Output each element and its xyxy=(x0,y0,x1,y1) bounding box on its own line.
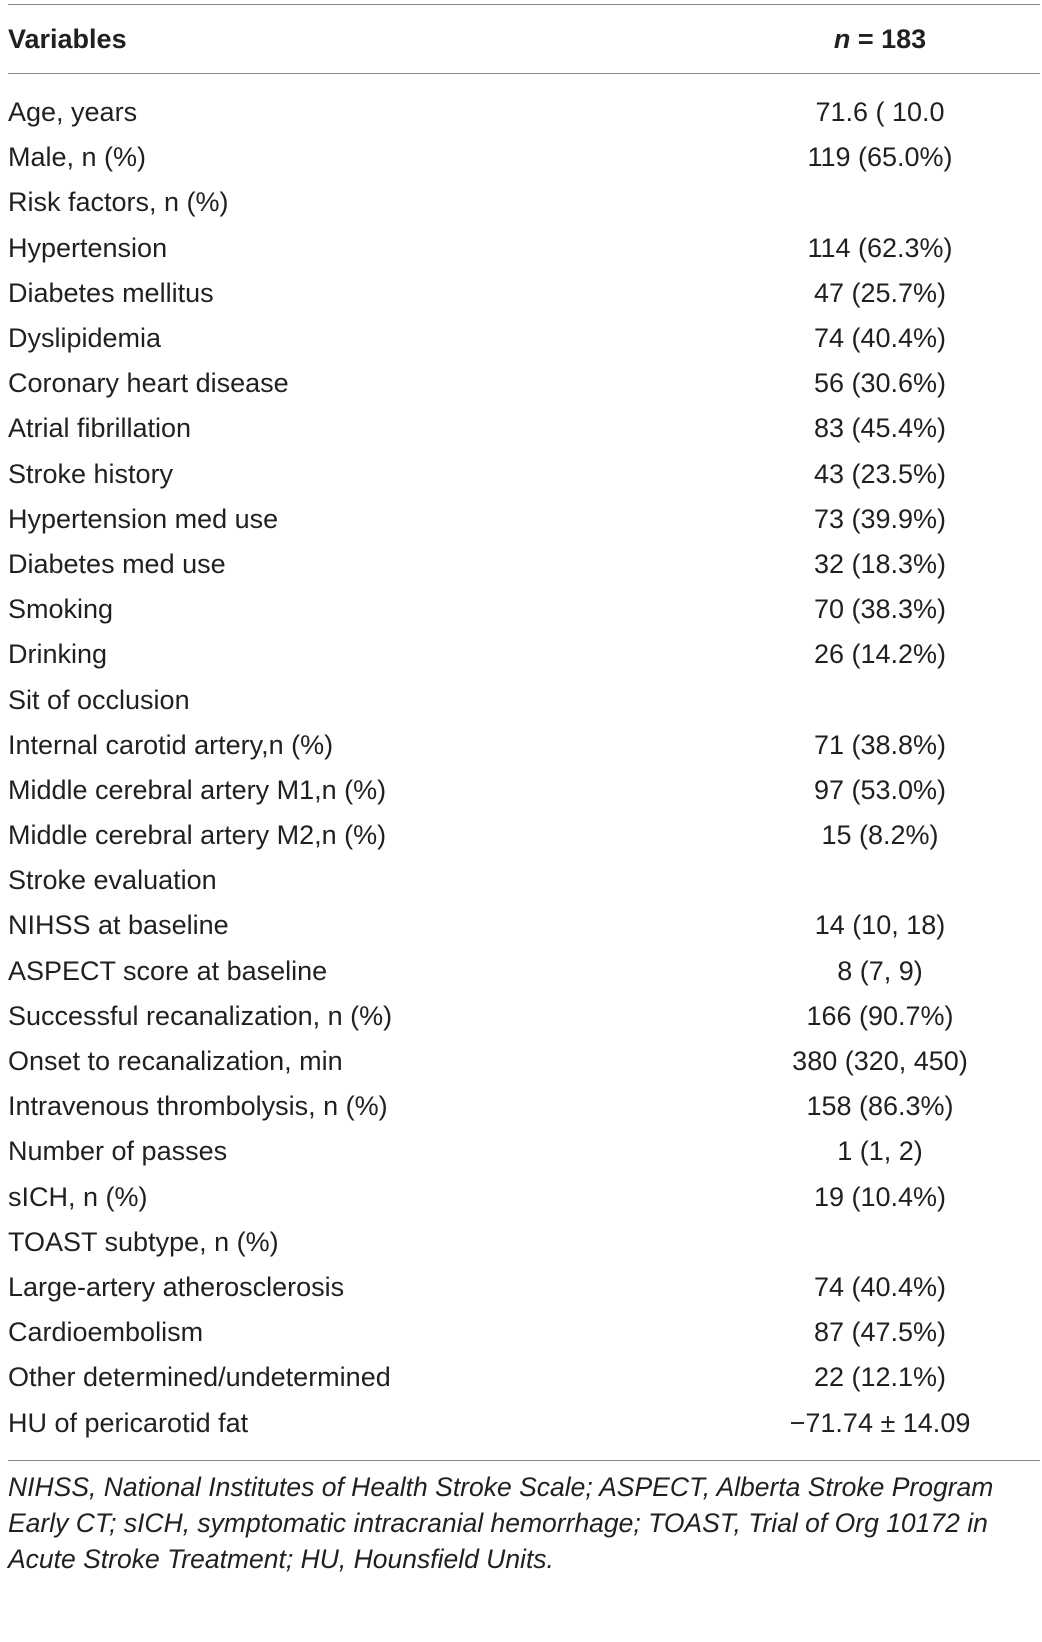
table-row xyxy=(8,316,1040,361)
row-value: 83 (45.4%) xyxy=(813,413,947,444)
row-label: Middle cerebral artery M1,n (%) xyxy=(8,774,387,805)
row-label: Cardioembolism xyxy=(8,1317,204,1348)
baseline-characteristics-table xyxy=(8,4,1040,1577)
row-value: 43 (23.5%) xyxy=(813,458,947,489)
table-row xyxy=(8,452,1040,497)
row-label: Coronary heart disease xyxy=(8,368,289,399)
table-row xyxy=(8,180,1040,225)
row-label: Large-artery atherosclerosis xyxy=(8,1271,345,1302)
table-row xyxy=(8,226,1040,271)
header-variables: Variables xyxy=(8,23,127,54)
row-label: Hypertension med use xyxy=(8,503,279,534)
table-row xyxy=(8,406,1040,451)
row-value: 97 (53.0%) xyxy=(813,774,947,805)
table-footnote: NIHSS, National Institutes of Health Stroke Scale; ASPECT, Alberta Stroke Program Early CT; sICH, symptomatic intracranial hemorrhage; TOAST, Trial of Org 10172 in Acute Stroke Treatment; HU, Hounsfield Units. xyxy=(8,1471,994,1574)
row-label: ASPECT score at baseline xyxy=(8,955,328,986)
table-row xyxy=(8,1400,1040,1445)
row-label: Dyslipidemia xyxy=(8,323,162,354)
table-row xyxy=(8,1265,1040,1310)
row-label: NIHSS at baseline xyxy=(8,910,229,941)
row-value: 14 (10, 18) xyxy=(814,910,946,941)
row-value: 47 (25.7%) xyxy=(813,277,947,308)
row-label: Stroke history xyxy=(8,458,174,489)
row-value: 87 (47.5%) xyxy=(813,1317,947,1348)
table-row xyxy=(8,1039,1040,1084)
table-row xyxy=(8,1355,1040,1400)
row-value: 1 (1, 2) xyxy=(837,1136,923,1167)
row-label: Drinking xyxy=(8,639,108,670)
row-label: Onset to recanalization, min xyxy=(8,1046,343,1077)
row-value: 15 (8.2%) xyxy=(821,820,939,851)
row-value: 26 (14.2%) xyxy=(813,639,947,670)
table-row xyxy=(8,1220,1040,1265)
row-value: 73 (39.9%) xyxy=(813,503,947,534)
row-label: Other determined/undetermined xyxy=(8,1362,391,1393)
row-value: 114 (62.3%) xyxy=(807,232,953,263)
row-label: sICH, n (%) xyxy=(8,1181,148,1212)
row-value: 8 (7, 9) xyxy=(837,955,923,986)
row-label: Age, years xyxy=(8,97,138,128)
row-label: Diabetes med use xyxy=(8,548,226,579)
table-row xyxy=(8,90,1040,135)
table-row xyxy=(8,587,1040,632)
row-value: −71.74 ± 14.09 xyxy=(789,1407,971,1438)
row-label: Number of passes xyxy=(8,1136,228,1167)
row-value: 74 (40.4%) xyxy=(813,323,947,354)
table-row xyxy=(8,858,1040,903)
row-label: Stroke evaluation xyxy=(8,865,217,896)
row-value: 71 (38.8%) xyxy=(813,729,947,760)
table-row xyxy=(8,994,1040,1039)
table-body xyxy=(8,74,1040,1460)
row-label: HU of pericarotid fat xyxy=(8,1407,249,1438)
table-row xyxy=(8,1175,1040,1220)
table-row xyxy=(8,949,1040,994)
row-label: Hypertension xyxy=(8,232,168,263)
row-label: Internal carotid artery,n (%) xyxy=(8,729,334,760)
header-n-count: = 183 xyxy=(850,23,927,54)
table-row xyxy=(8,542,1040,587)
row-value: 32 (18.3%) xyxy=(813,548,947,579)
table-row xyxy=(8,361,1040,406)
row-label: Smoking xyxy=(8,594,114,625)
row-value: 380 (320, 450) xyxy=(792,1046,968,1077)
row-label: Atrial fibrillation xyxy=(8,413,192,444)
header-n xyxy=(760,24,1000,55)
table-row xyxy=(8,135,1040,180)
table-header-row xyxy=(8,5,1040,73)
row-label: Successful recanalization, n (%) xyxy=(8,1000,393,1031)
row-value: 74 (40.4%) xyxy=(813,1271,947,1302)
table-row xyxy=(8,677,1040,722)
table-row xyxy=(8,1129,1040,1174)
row-label: Risk factors, n (%) xyxy=(8,187,229,218)
row-label: Sit of occlusion xyxy=(8,684,190,715)
table-row xyxy=(8,723,1040,768)
table-row xyxy=(8,271,1040,316)
row-label: TOAST subtype, n (%) xyxy=(8,1226,279,1257)
row-label: Male, n (%) xyxy=(8,142,147,173)
table-row xyxy=(8,632,1040,677)
table-row xyxy=(8,497,1040,542)
header-n-symbol: n xyxy=(833,23,851,54)
row-value: 56 (30.6%) xyxy=(813,368,947,399)
table-row xyxy=(8,813,1040,858)
row-value: 166 (90.7%) xyxy=(806,1000,954,1031)
row-value: 19 (10.4%) xyxy=(813,1181,947,1212)
row-value: 22 (12.1%) xyxy=(813,1362,947,1393)
table-row xyxy=(8,1084,1040,1129)
table-row xyxy=(8,903,1040,948)
row-value: 71.6 ( 10.0 xyxy=(815,97,945,128)
row-value: 119 (65.0%) xyxy=(807,142,953,173)
row-label: Intravenous thrombolysis, n (%) xyxy=(8,1091,388,1122)
table-row xyxy=(8,1310,1040,1355)
table-row xyxy=(8,768,1040,813)
row-value: 70 (38.3%) xyxy=(813,594,947,625)
row-value: 158 (86.3%) xyxy=(806,1091,954,1122)
row-label: Middle cerebral artery M2,n (%) xyxy=(8,820,387,851)
row-label: Diabetes mellitus xyxy=(8,277,214,308)
